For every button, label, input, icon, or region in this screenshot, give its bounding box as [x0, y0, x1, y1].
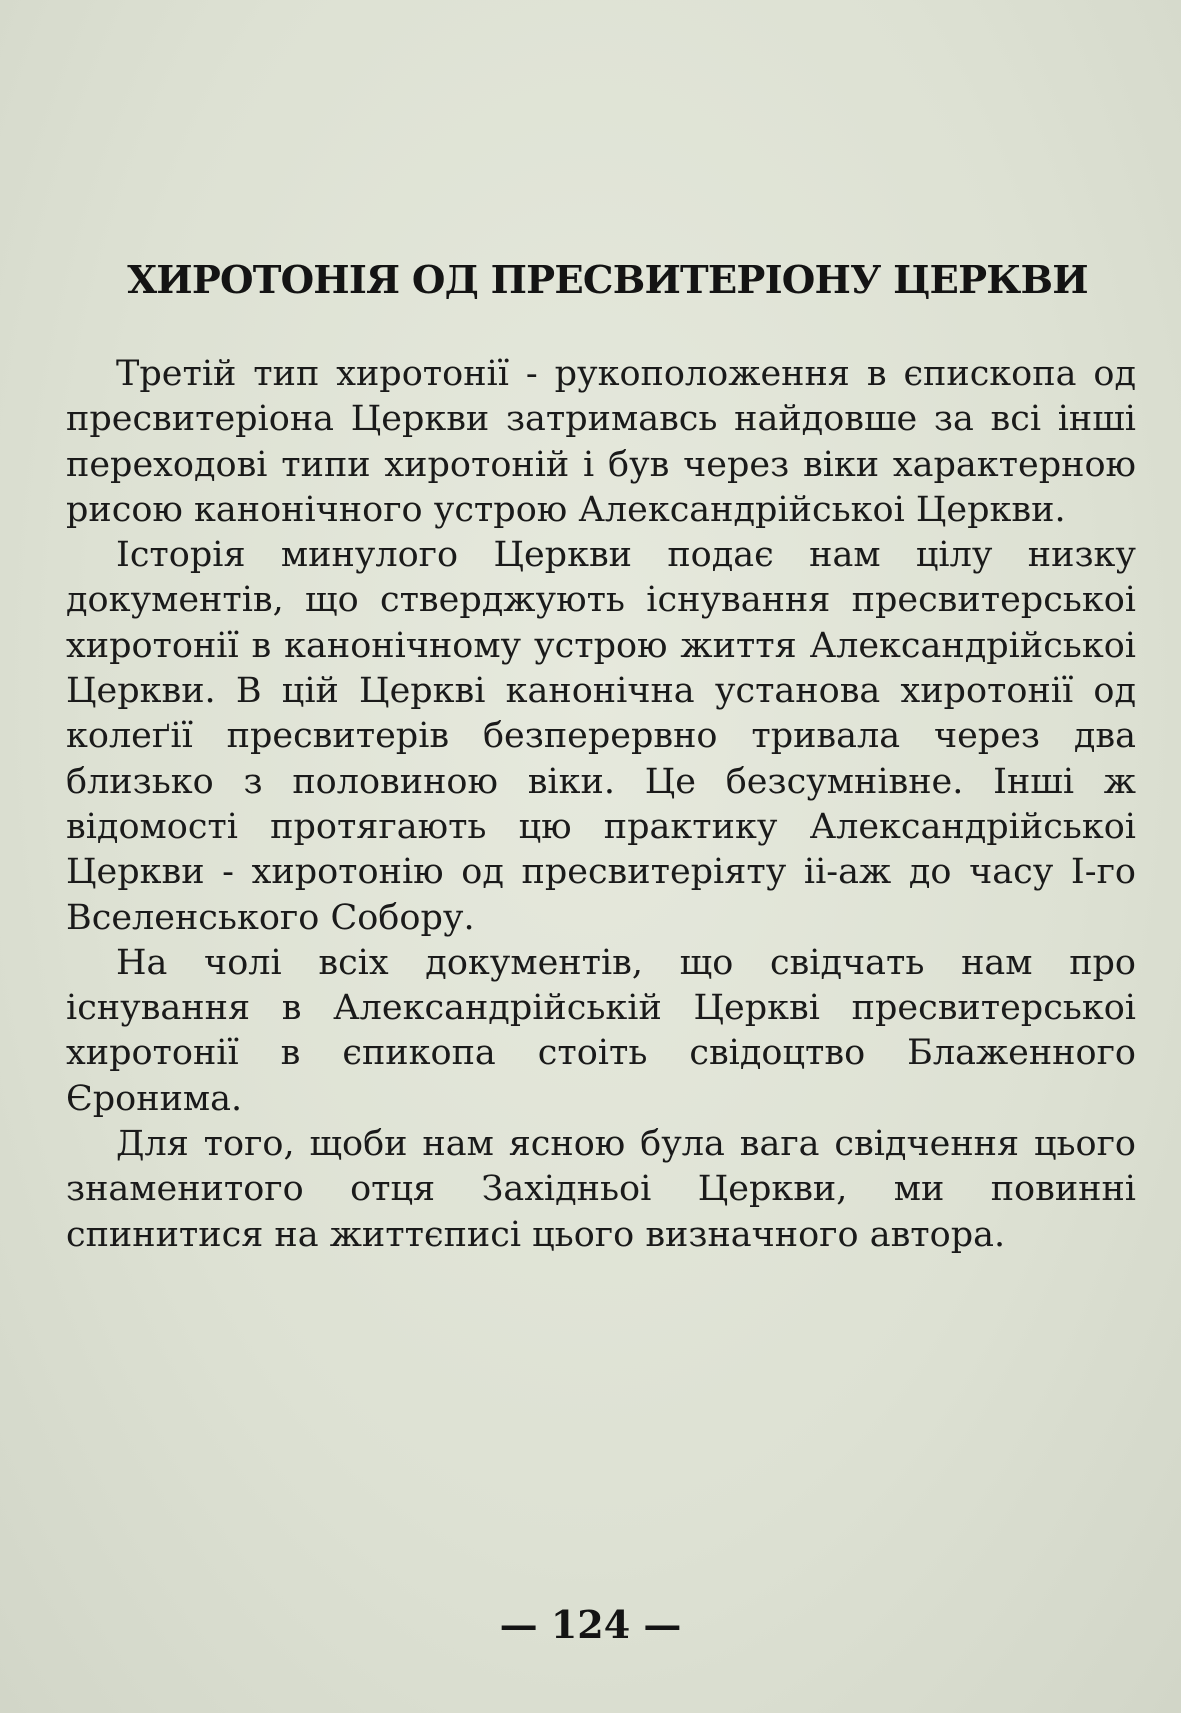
chapter-heading: ХИРОТОНІЯ ОД ПРЕСВИТЕРІОНУ ЦЕРКВИ: [127, 258, 1088, 303]
paragraph-4: Для того, щоби нам ясною була вага свідчення цього знаменитого отця Західньоі Церкви, ми повинні спинитися на життєписі цього визначного автора.: [66, 1124, 1136, 1255]
bleed-through-texture: [200, 40, 1180, 240]
paragraph-1: Третій тип хиротонії - рукоположення в єпископа од пресвитеріона Церкви затримавсь найдовше за всі інші переходові типи хиротоній і був через віки характерною рисою канонічного устрою Александрійськоі Церкви.: [66, 354, 1136, 530]
paragraph-3: На чолі всіх документів, що свідчать нам про існування в Александрійській Церкві пресвитерськоі хиротонії в єпикопа стоіть свідоцтво Блаженного Єронима.: [66, 942, 1136, 1119]
body-text: [66, 352, 1136, 1258]
page-number: — 124 —: [499, 1602, 682, 1647]
paragraph-2: Історія минулого Церкви подає нам цілу низку документів, що стверджують існування пресвитерськоі хиротонії в канонічному устрою життя Александрійськоі Церкви. В цій Церкві канонічна установа хиротонії од колеґії пресвитерів безперервно тривала через два близько з половиною віки. Це безсумнівне. Інші ж відомості протягають цю практику Александрійськоі Церкви - хиротонію од пресвитеріяту іі-аж до часу І-го Вселенського Собору.: [66, 535, 1136, 938]
